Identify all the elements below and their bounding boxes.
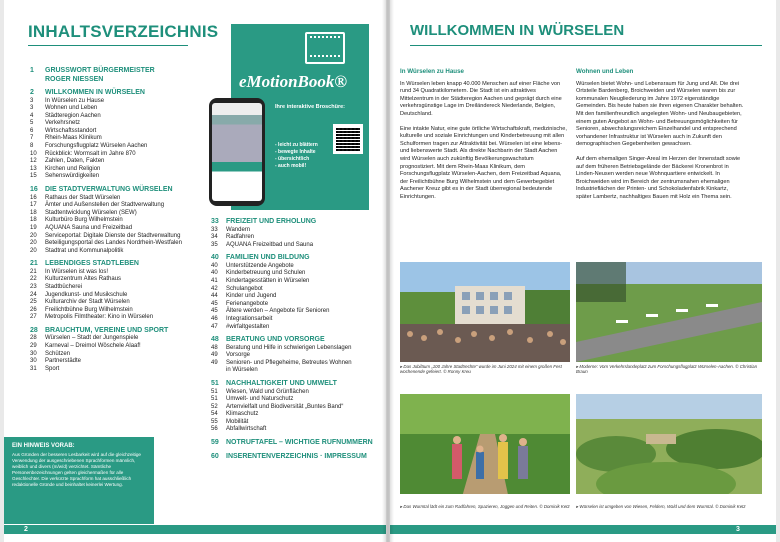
toc-page-number: 47 [211, 323, 218, 330]
toc-section [211, 380, 386, 434]
toc-section [30, 260, 230, 322]
toc-entry-title: Jugendkunst- und Musikschule [45, 291, 128, 298]
toc-entry-title: AQUANA Sauna und Freizeitbad [45, 224, 133, 231]
photo-caption: ▸ Würselen ist umgeben von Wiesen, Feldern, Wald und dem Wurmtal. © Dominik Ketz [576, 504, 746, 509]
toc-entry[interactable] [211, 286, 386, 294]
toc-entry[interactable] [30, 366, 230, 374]
toc-entry-title: Rathaus der Stadt Würselen [45, 194, 121, 201]
feature-item: - leicht zu blättern [275, 142, 318, 148]
page-number: 2 [24, 526, 28, 533]
emotionbook-title: eMotionBook® [239, 72, 348, 91]
toc-entry-title: Mobilität [226, 418, 249, 425]
toc-section-title: NACHHALTIGKEIT UND UMWELT [226, 380, 337, 387]
toc-page-number: 10 [30, 150, 37, 157]
toc-entry-title: Würselen – Stadt der Jungenspiele [45, 335, 139, 342]
toc-page-number: 22 [30, 276, 37, 283]
toc-section-heading[interactable] [211, 336, 386, 345]
toc-page-number: 7 [30, 135, 34, 142]
toc-entry-title: Vorsorge [226, 352, 251, 359]
toc-entry[interactable] [30, 195, 230, 203]
toc-page-number: 33 [211, 226, 218, 233]
photo-city-festival [400, 262, 570, 362]
toc-section-heading[interactable] [30, 89, 230, 98]
toc-entry[interactable] [30, 284, 230, 292]
toc-page-number: 19 [30, 224, 37, 231]
toc-section [211, 453, 386, 462]
column-heading: Wohnen und Leben [576, 68, 634, 75]
toc-section-title: INSERENTENVERZEICHNIS · IMPRESSUM [226, 452, 367, 460]
toc-section [211, 336, 386, 375]
toc-entry-title: Sehenswürdigkeiten [45, 173, 100, 180]
heading-rule [410, 45, 762, 46]
toc-entry[interactable] [211, 352, 386, 360]
toc-entry[interactable] [211, 396, 386, 404]
toc-entry[interactable] [211, 316, 386, 324]
toc-entry-title: Kinder und Jugend [226, 293, 277, 300]
toc-entry[interactable] [211, 360, 386, 375]
toc-entry-title: Schützen [45, 350, 71, 357]
emotionbook-subtitle: Ihre interaktive Broschüre: [275, 104, 345, 110]
toc-entry[interactable] [211, 404, 386, 412]
toc-entry[interactable] [211, 345, 386, 353]
toc-page-number: 1 [30, 67, 34, 74]
toc-entry-title: Beteiligungsportal des Landes Nordrhein-Westfalen [45, 240, 182, 247]
toc-page-number: 15 [30, 173, 37, 180]
toc-entry[interactable] [30, 158, 230, 166]
toc-entry[interactable] [30, 128, 230, 136]
toc-entry-title: Wandern [226, 226, 251, 233]
toc-page-number: 25 [30, 299, 37, 306]
toc-section-heading[interactable] [211, 254, 386, 263]
feature-item: - auch mobil! [275, 163, 307, 169]
toc-page-number: 21 [30, 268, 37, 275]
toc-entry-title: Stadtentwicklung Würselen (SEW) [45, 209, 137, 216]
toc-page-number: 60 [211, 452, 219, 460]
feature-item: - übersichtlich [275, 156, 310, 162]
toc-section [30, 186, 230, 255]
toc-page-number: 49 [211, 359, 218, 366]
toc-section [30, 327, 230, 373]
toc-page-number: 42 [211, 285, 218, 292]
toc-entry[interactable] [30, 105, 230, 113]
toc-page-number: 3 [30, 105, 34, 112]
toc-entry[interactable] [30, 166, 230, 174]
toc-page-number: 44 [211, 293, 218, 300]
toc-entry[interactable] [30, 217, 230, 225]
toc-page-number: 18 [30, 209, 37, 216]
toc-page-number: 31 [30, 365, 37, 372]
toc-page-number: 27 [30, 314, 37, 321]
toc-section-title: WILLKOMMEN IN WÜRSELEN [45, 89, 145, 96]
film-icon [305, 32, 345, 64]
toc-page-number: 41 [211, 277, 218, 284]
paragraph: Eine intakte Natur, eine gute örtliche Wirtschaftskraft, medizinische, kulturelle und soziale Einrichtungen und Kinderbetreuung mit allen Schulformen tragen zur Attraktivität bei. Würselen ist eine lebens- und liebenswerte Stadt. Als direkte Nachbarin der Stadt Aachen wird Würselen auch zukünftig Bevölkerungswachstum prognostiziert. Mit dem Rhein-Maas Klinikum, dem Forschungsflugplatz Würselen-Aachen, dem Freizeitbad Aquana, der Freilichtbühne Burg Wilhelmstein und dem Gewerbegebiet Aachener Kreuz gibt es in der Stadt überregional bedeutende Einrichtungen. [400, 125, 567, 200]
toc-page-number: 48 [211, 336, 219, 344]
text-column-living [576, 68, 744, 209]
toc-entry-title: Metropolis Filmtheater: Kino in Würselen [45, 314, 154, 321]
heading-rule [28, 45, 188, 46]
toc-page-number: 26 [30, 306, 37, 313]
toc-entry[interactable] [30, 113, 230, 121]
toc-section-heading[interactable] [211, 453, 386, 462]
toc-entry[interactable] [211, 426, 386, 434]
toc-entry-title: Unterstützende Angebote [226, 262, 294, 269]
toc-page-number: 13 [30, 165, 37, 172]
toc-entry[interactable] [211, 227, 386, 235]
toc-entry-title: Rückblick: Wormsalt im Jahre 870 [45, 150, 136, 157]
toc-entry[interactable] [211, 263, 386, 271]
toc-entry[interactable] [30, 173, 230, 181]
toc-page-number: 16 [30, 194, 37, 201]
photo-family-walk [400, 394, 570, 494]
right-page [390, 0, 776, 542]
toc-entry[interactable] [211, 419, 386, 427]
toc-entry-title: Wirtschaftsstandort [45, 127, 97, 134]
toc-page-number: 28 [30, 326, 38, 334]
toc-page-number: 40 [211, 270, 218, 277]
toc-page-number: 33 [211, 218, 219, 225]
toc-entry[interactable] [211, 308, 386, 316]
toc-entry-title: Kirchen und Religion [45, 165, 101, 172]
toc-section-heading[interactable] [211, 380, 386, 389]
toc-entry[interactable] [30, 335, 230, 343]
toc-entry-title: Sport [45, 365, 60, 372]
toc-page-number: 6 [30, 127, 34, 134]
toc-entry[interactable] [30, 299, 230, 307]
notice-box [4, 437, 154, 524]
toc-entry-title: Zahlen, Daten, Fakten [45, 158, 105, 165]
toc-entry-title: Radfahren [226, 234, 255, 241]
toc-entry-title: Kindertagesstätten in Würselen [226, 277, 310, 284]
feature-item: - bewegte Inhalte [275, 149, 316, 155]
toc-page-number: 51 [211, 380, 219, 387]
toc-page-number: 45 [211, 308, 218, 315]
toc-entry[interactable] [211, 234, 386, 242]
toc-entry[interactable] [30, 276, 230, 284]
column-heading: In Würselen zu Hause [400, 68, 464, 75]
toc-entry-title: Karneval – Dreimol Wöschele Alaaf! [45, 343, 141, 350]
footer-bar [4, 525, 386, 534]
toc-entry[interactable] [30, 351, 230, 359]
toc-entry[interactable] [30, 210, 230, 218]
paragraph: In Würselen leben knapp 40.000 Menschen auf einer Fläche von rund 34 Quadratkilometern. Die Stadt ist ein attraktives Mittelzentrum in der Städteregion Aachen und geprägt durch eine verkehrsgünstige Lage im Dreiländereck Niederlande, Belgien, Deutschland. [400, 80, 562, 117]
toc-section-heading[interactable] [30, 67, 230, 84]
toc-page-number: 52 [211, 403, 218, 410]
toc-entry-title: Verkehrsnetz [45, 120, 81, 127]
toc-entry[interactable] [30, 292, 230, 300]
toc-section-title: BERATUNG UND VORSORGE [226, 336, 325, 344]
toc-page-number: 12 [30, 158, 37, 165]
toc-entry[interactable] [30, 248, 230, 256]
toc-section-heading[interactable] [211, 218, 386, 227]
toc-page-number: 20 [30, 247, 37, 254]
toc-entry[interactable] [30, 307, 230, 315]
toc-section-heading[interactable] [30, 327, 230, 336]
toc-column-1 [30, 67, 230, 373]
photo-caption: ▸ Moderne: Vom Verkehrslandeplatz zum Forschungsflugplatz Würselen-Aachen. © Christian Braun [576, 364, 758, 375]
toc-page-number: 3 [30, 97, 34, 104]
notice-text: Aus Gründen der besseren Lesbarkeit wird auf die gleichzeitige Verwendung der ausgeschriebenen Sprachformen männlich, weiblich und divers (m/w/d) verzichtet. Sämtliche Personenbezeichnungen gelten gleichermaßen für alle Geschlechter. Die verkürzte Sprachform hat ausschließlich redaktionelle Gründe und beinhaltet keinerlei Wertung. [12, 452, 141, 487]
toc-entry-title: Kulturarchiv der Stadt Würselen [45, 299, 130, 306]
toc-entry-title: Stadtbücherei [45, 283, 83, 290]
toc-entry-title: AQUANA Freizeitbad und Sauna [226, 241, 314, 248]
toc-entry[interactable] [211, 293, 386, 301]
toc-entry-title: Stadtrat und Kommunalpolitik [45, 247, 124, 254]
toc-page-number: 46 [211, 315, 218, 322]
toc-entry[interactable] [30, 151, 230, 159]
toc-entry-title: Städteregion Aachen [45, 112, 101, 119]
toc-page-number: 51 [211, 388, 218, 395]
photo-caption: ▸ Das Wurmtal lädt ein zum Radfahren, Spazieren, Joggen und Reiten. © Dominik Ketz [400, 504, 570, 509]
toc-page-number: 20 [30, 232, 37, 239]
toc-page-number: 30 [30, 350, 37, 357]
toc-entry-title: Beratung und Hilfe in schwierigen Lebenslagen [226, 344, 352, 351]
toc-page-number: 5 [30, 120, 34, 127]
footer-bar [390, 525, 776, 534]
toc-page-number: 35 [211, 241, 218, 248]
toc-entry-title: Freilichtbühne Burg Wilhelmstein [45, 306, 133, 313]
toc-section-title: GRUSSWORT BÜRGERMEISTER ROGER NIESSEN [45, 67, 155, 83]
toc-entry[interactable] [211, 389, 386, 397]
toc-section-title: DIE STADTVERWALTUNG WÜRSELEN [45, 186, 173, 194]
toc-entry[interactable] [30, 269, 230, 277]
toc-entry[interactable] [30, 120, 230, 128]
toc-page-number: 48 [211, 344, 218, 351]
toc-entry-title: Rhein-Maas Klinikum [45, 135, 102, 142]
toc-section [211, 439, 386, 448]
toc-page-number: 2 [30, 89, 34, 96]
toc-section-heading[interactable] [211, 439, 386, 448]
toc-entry-title: Umwelt- und Naturschutz [226, 396, 294, 403]
toc-page-number: 18 [30, 217, 37, 224]
toc-section-heading[interactable] [30, 260, 230, 269]
qr-code-icon[interactable] [333, 124, 363, 154]
toc-entry-title: Kinderbetreuung und Schulen [226, 270, 306, 277]
toc-page-number: 30 [30, 358, 37, 365]
toc-page-number: 55 [211, 418, 218, 425]
left-page [4, 0, 386, 542]
toc-entry[interactable] [30, 225, 230, 233]
toc-page-number: 34 [211, 234, 218, 241]
toc-section-title: FREIZEIT UND ERHOLUNG [226, 218, 317, 225]
toc-entry-title: In Würselen zu Hause [45, 97, 105, 104]
toc-entry[interactable] [30, 343, 230, 351]
toc-section-title: BRAUCHTUM, VEREINE UND SPORT [45, 326, 169, 334]
toc-page-number: 16 [30, 186, 38, 194]
text-column-home [400, 68, 568, 209]
toc-entry-title: Integrationsarbeit [226, 315, 273, 322]
toc-page-number: 21 [30, 260, 38, 268]
book-gutter [382, 0, 394, 542]
toc-entry-title: Ferienangebote [226, 300, 269, 307]
paragraph: Würselen bietet Wohn- und Lebensraum für Jung und Alt. Die drei Ortsteile Bardenberg, Broichweiden und Würselen waren bis zur kommunalen Neugliederung im Jahre 1972 eigenständige Gemeinden. Bis heute haben sie ihren eigenen Charakter behalten. Mit den familienfreundlich angelegten Wohn- und Neubaugebieten, einem guten Angebot an Wohn- und Betreuungsmöglichkeiten für Senioren, abwechslungsreichem Einzelhandel und entsprechend vorhandener Infrastruktur ist Würselen auch in Zukunft den demographischen Gegebenheiten gewachsen. [576, 80, 744, 148]
toc-entry[interactable] [30, 233, 230, 241]
toc-section-title: LEBENDIGES STADTLEBEN [45, 260, 139, 268]
toc-page-number: 23 [30, 283, 37, 290]
toc-page-number: 4 [30, 112, 34, 119]
toc-page-number: 29 [30, 343, 37, 350]
toc-page-number: 51 [211, 396, 218, 403]
toc-heading: INHALTSVERZEICHNIS [28, 22, 219, 41]
toc-page-number: 49 [211, 352, 218, 359]
toc-entry[interactable] [30, 98, 230, 106]
toc-entry-title: Abfallwirtschaft [226, 426, 267, 433]
toc-column-2 [211, 218, 386, 461]
toc-entry-title: Schulangebot [226, 285, 263, 292]
toc-entry[interactable] [30, 358, 230, 366]
toc-entry-title: Ämter und Außenstellen der Stadtverwaltung [45, 202, 165, 209]
toc-entry[interactable] [211, 324, 386, 332]
toc-entry[interactable] [30, 143, 230, 151]
toc-entry-title: In Würselen ist was los! [45, 268, 109, 275]
toc-entry[interactable] [211, 278, 386, 286]
notice-title: EIN HINWEIS VORAB: [12, 443, 75, 449]
toc-section-title: NOTRUFTAFEL – WICHTIGE RUFNUMMERN [226, 439, 373, 447]
toc-section [30, 89, 230, 181]
toc-entry[interactable] [30, 314, 230, 322]
photo-landscape [576, 394, 762, 494]
toc-entry-title: Kulturzentrum Altes Rathaus [45, 276, 122, 283]
toc-page-number: 56 [211, 426, 218, 433]
toc-page-number: 54 [211, 411, 218, 418]
toc-page-number: 28 [30, 335, 37, 342]
toc-entry[interactable] [30, 135, 230, 143]
toc-page-number: 24 [30, 291, 37, 298]
emotionbook-features [275, 142, 318, 170]
toc-page-number: 59 [211, 439, 219, 447]
photo-caption: ▸ Das Jubiläum „100 Jahre Stadtrechte“ wurde im Juni 2024 mit einem großen Fest wochenende gefeiert. © Ronny Kreu [400, 364, 562, 375]
welcome-heading: WILLKOMMEN IN WÜRSELEN [410, 22, 625, 39]
toc-entry[interactable] [211, 242, 386, 250]
smartphone-image [209, 98, 265, 206]
toc-entry-title: Partnerstädte [45, 358, 82, 365]
page-number: 3 [736, 526, 740, 533]
toc-section [211, 218, 386, 249]
toc-entry-title: Senioren- und Pflegeheime, Betreutes Wohnen in Würselen [226, 359, 352, 374]
toc-entry-title: Wiesen, Wald und Grünflächen [226, 388, 309, 395]
toc-entry-title: Kulturbüro Burg Wilhelmstein [45, 217, 123, 224]
toc-page-number: 40 [211, 262, 218, 269]
toc-page-number: 17 [30, 202, 37, 209]
toc-page-number: 20 [30, 240, 37, 247]
toc-page-number: 40 [211, 254, 219, 262]
toc-entry[interactable] [30, 202, 230, 210]
toc-entry-title: Forschungsflugplatz Würselen Aachen [45, 143, 148, 150]
toc-entry-title: #wirfaltgestalten [226, 323, 270, 330]
toc-section [30, 67, 230, 84]
toc-entry-title: Klimaschutz [226, 411, 259, 418]
toc-section-heading[interactable] [30, 186, 230, 195]
photo-airfield [576, 262, 762, 362]
toc-entry[interactable] [211, 411, 386, 419]
toc-entry[interactable] [211, 270, 386, 278]
toc-entry[interactable] [30, 240, 230, 248]
toc-entry-title: Wohnen und Leben [45, 105, 98, 112]
toc-entry-title: Ältere werden – Angebote für Senioren [226, 308, 330, 315]
paragraph: Auf dem ehemaligen Singer-Areal im Herzen der Innenstadt sowie auf dem früheren Betriebsgelände der Bäckerei Kronenbrot in Linden-Neusen werden neue Wohnquartiere entwickelt. In Broichweiden wird im Bereich der zentrumsnahen ehemaligen Industrieflächen der Printen- und Schokoladenfabrik Kinkartz, später Lambertz, nachhaltiges Bauen mit Holz ein Thema sein. [576, 155, 741, 200]
toc-section [211, 254, 386, 331]
toc-page-number: 8 [30, 143, 34, 150]
toc-page-number: 45 [211, 300, 218, 307]
toc-entry-title: Serviceportal: Digitale Dienste der Stadtverwaltung [45, 232, 181, 239]
toc-section-title: FAMILIEN UND BILDUNG [226, 254, 310, 262]
toc-entry-title: Artenvielfalt und Biodiversität „Buntes Band“ [226, 403, 344, 410]
